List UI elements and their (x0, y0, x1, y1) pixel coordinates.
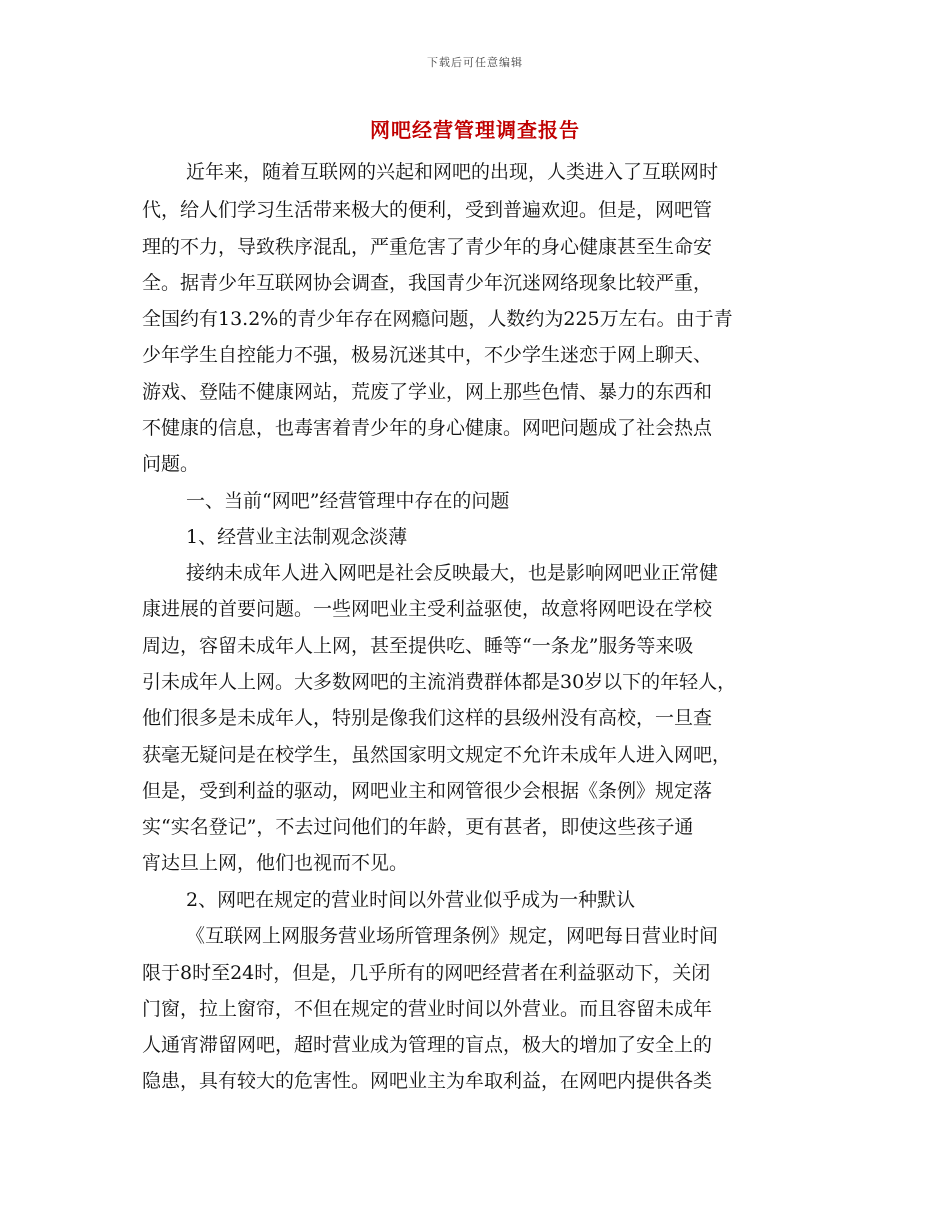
paragraph-line: 但是，受到利益的驱动，网吧业主和网管很少会根据《条例》规定落 (142, 780, 713, 802)
paragraph-line: 近年来，随着互联网的兴起和网吧的出现，人类进入了互联网时 (186, 161, 719, 183)
document-title: 网吧经营管理调查报告 (370, 118, 580, 142)
subsection-heading: 1、经营业主法制观念淡薄 (186, 526, 408, 548)
paragraph-line: 宵达旦上网，他们也视而不见。 (142, 852, 409, 874)
paragraph-line: 获毫无疑问是在校学生，虽然国家明文规定不允许未成年人进入网吧， (142, 744, 732, 766)
paragraph-line: 周边，容留未成年人上网，甚至提供吃、睡等“一条龙”服务等来吸 (142, 635, 694, 657)
subsection-heading: 2、网吧在规定的营业时间以外营业似乎成为一种默认 (186, 889, 636, 911)
paragraph-line: 全国约有13.2%的青少年存在网瘾问题，人数约为225万左右。由于青 (142, 308, 733, 330)
paragraph-line: 康进展的首要问题。一些网吧业主受利益驱使，故意将网吧设在学校 (142, 598, 713, 620)
paragraph-line: 他们很多是未成年人，特别是像我们这样的县级州没有高校，一旦查 (142, 707, 713, 729)
paragraph-line: 理的不力，导致秩序混乱，严重危害了青少年的身心健康甚至生命安 (142, 236, 713, 258)
paragraph-line: 全。据青少年互联网协会调查，我国青少年沉迷网络现象比较严重， (142, 272, 713, 294)
paragraph-line: 问题。 (142, 453, 200, 475)
section-heading: 一、当前“网吧”经营管理中存在的问题 (186, 490, 510, 512)
paragraph-line: 引未成年人上网。大多数网吧的主流消费群体都是30岁以下的年轻人， (142, 671, 737, 693)
paragraph-line: 游戏、登陆不健康网站，荒废了学业，网上那些色情、暴力的东西和 (142, 381, 713, 403)
paragraph-line: 少年学生自控能力不强，极易沉迷其中，不少学生迷恋于网上聊天、 (142, 344, 713, 366)
paragraph-line: 接纳未成年人进入网吧是社会反映最大，也是影响网吧业正常健 (186, 562, 719, 584)
paragraph-line: 人通宵滞留网吧，超时营业成为管理的盲点，极大的增加了安全上的 (142, 1034, 713, 1056)
page-header-note: 下载后可任意编辑 (427, 56, 523, 69)
paragraph-line: 限于8时至24时，但是，几乎所有的网吧经营者在利益驱动下，关闭 (142, 962, 711, 984)
paragraph-line: 实“实名登记”，不去过问他们的年龄，更有甚者，即使这些孩子通 (142, 816, 694, 838)
paragraph-line: 门窗，拉上窗帘，不但在规定的营业时间以外营业。而且容留未成年 (142, 998, 713, 1020)
paragraph-line: 《互联网上网服务营业场所管理条例》规定，网吧每日营业时间 (186, 925, 719, 947)
paragraph-line: 隐患，具有较大的危害性。网吧业主为牟取利益，在网吧内提供各类 (142, 1070, 713, 1092)
paragraph-line: 代，给人们学习生活带来极大的便利，受到普遍欢迎。但是，网吧管 (142, 199, 713, 221)
paragraph-line: 不健康的信息，也毒害着青少年的身心健康。网吧问题成了社会热点 (142, 417, 713, 439)
